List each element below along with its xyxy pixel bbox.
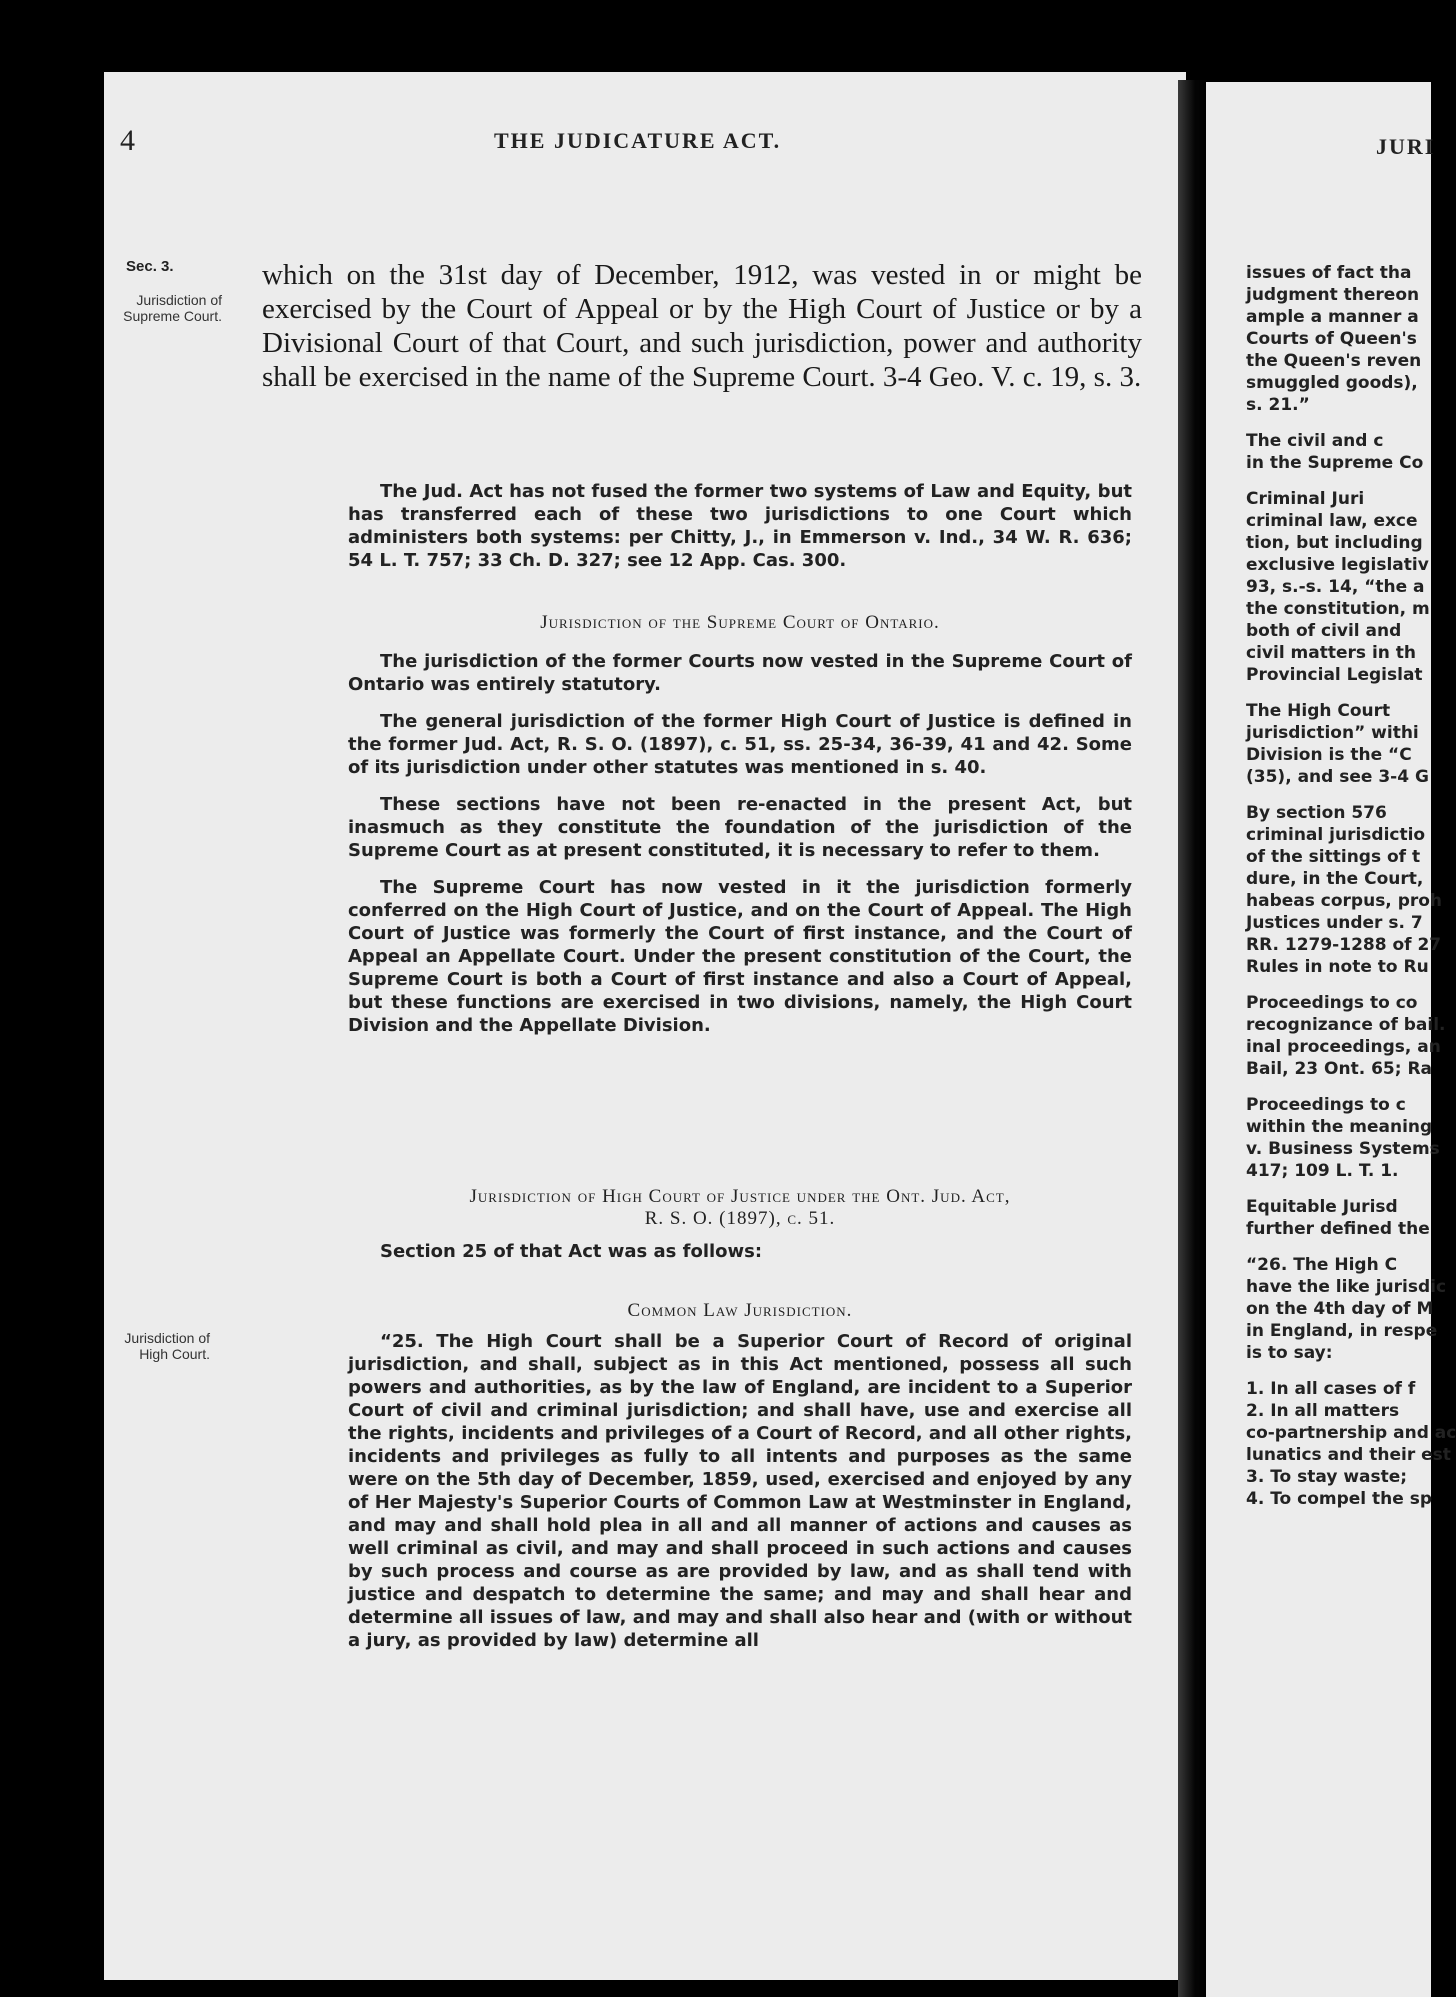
section-heading-common-law: Common Law Jurisdiction. bbox=[627, 1300, 853, 1321]
text-line: Courts of Queen's bbox=[1246, 329, 1417, 349]
text-line: jurisdiction” withi bbox=[1246, 723, 1419, 743]
text-line: civil matters in th bbox=[1246, 643, 1417, 663]
right-column-block bbox=[1246, 802, 1456, 978]
text-line: dure, in the Court, bbox=[1246, 869, 1424, 889]
text-line: 4. To compel the sp bbox=[1246, 1489, 1433, 1509]
text-line: “26. The High C bbox=[1246, 1255, 1398, 1275]
paragraph: The jurisdiction of the former Courts now vested in the Supreme Court of Ontario was entirely statutory. bbox=[348, 651, 1132, 695]
right-column-block bbox=[1246, 992, 1456, 1080]
right-column-block bbox=[1246, 1094, 1456, 1182]
note-paragraph bbox=[348, 480, 1132, 572]
statute-text: which on the 31st day of December, 1912, was vested in or might be exercised by the Court of Appeal or by the High Court of Justice or by a Divisional Court of that Court, and such jurisdiction, power and authority shall be exercised in the name of the Supreme Court. 3-4 Geo. V. c. 19, s. 3. bbox=[262, 259, 1142, 393]
text-line: Justices under s. 7 bbox=[1246, 913, 1423, 933]
text-line: is to say: bbox=[1246, 1343, 1333, 1363]
book-gutter bbox=[1178, 80, 1206, 1997]
text-line: smuggled goods), bbox=[1246, 373, 1418, 393]
text-line: have the like jurisdic bbox=[1246, 1277, 1447, 1297]
margin-note-high-court: Jurisdiction of High Court. bbox=[124, 1330, 210, 1362]
note-text: The Jud. Act has not fused the former two systems of Law and Equity, but has transferred each of these two jurisdictions to one Court which administers both systems: per Chitty, J., in Emmerson v. Ind., 34 W. R. 636; 54 L. T. 757; 33 Ch. D. 327; see 12 App. Cas. 300. bbox=[348, 481, 1132, 571]
heading-line: R. S. O. (1897), c. 51. bbox=[644, 1208, 836, 1229]
right-column-block bbox=[1246, 700, 1456, 788]
right-running-head: JURI bbox=[1376, 134, 1436, 159]
text-line: Bail, 23 Ont. 65; Ra bbox=[1246, 1059, 1433, 1079]
text-line: Proceedings to co bbox=[1246, 993, 1418, 1013]
text-line: co-partnership and ac bbox=[1246, 1423, 1456, 1443]
text-line: 417; 109 L. T. 1. bbox=[1246, 1161, 1399, 1181]
commentary-block bbox=[348, 650, 1132, 1037]
right-page-clip bbox=[1206, 82, 1456, 1997]
quoted-section-25 bbox=[348, 1330, 1132, 1652]
right-column-block bbox=[1246, 488, 1456, 686]
paragraph: These sections have not been re-enacted in the present Act, but inasmuch as they constitute the foundation of the jurisdiction of the Supreme Court as at present constituted, it is necessary to refer to them. bbox=[348, 794, 1132, 861]
text-line: (35), and see 3-4 G bbox=[1246, 767, 1429, 787]
text-line: 2. In all matters bbox=[1246, 1401, 1400, 1421]
text-line: judgment thereon bbox=[1246, 285, 1420, 305]
page-number: 4 bbox=[120, 124, 135, 157]
text-line: Provincial Legislat bbox=[1246, 665, 1423, 685]
text-line: Proceedings to c bbox=[1246, 1095, 1406, 1115]
text-line: Equitable Jurisd bbox=[1246, 1197, 1398, 1217]
running-head: THE JUDICATURE ACT. bbox=[494, 128, 782, 153]
section-heading-supreme: Jurisdiction of the Supreme Court of Ontario. bbox=[540, 612, 940, 633]
heading-line: Jurisdiction of High Court of Justice under the Ont. Jud. Act, bbox=[469, 1186, 1011, 1207]
right-column-block bbox=[1246, 430, 1456, 474]
paragraph: The general jurisdiction of the former High Court of Justice is defined in the former Jud. Act, R. S. O. (1897), c. 51, ss. 25-34, 36-39, 41 and 42. Some of its jurisdiction under other statutes was mentioned in s. 40. bbox=[348, 711, 1132, 778]
text-line: inal proceedings, an bbox=[1246, 1037, 1441, 1057]
section-heading-high-court bbox=[348, 1186, 1132, 1230]
text-line: the constitution, m bbox=[1246, 599, 1430, 619]
text-line: By section 576 bbox=[1246, 803, 1387, 823]
margin-section-label: Sec. 3. bbox=[126, 258, 174, 275]
text-line: Rules in note to Ru bbox=[1246, 957, 1429, 977]
text-line: criminal jurisdictio bbox=[1246, 825, 1426, 845]
right-column-block bbox=[1246, 262, 1456, 416]
text-line: The civil and c bbox=[1246, 431, 1384, 451]
text-line: further defined the bbox=[1246, 1219, 1430, 1239]
right-column-text bbox=[1246, 262, 1456, 1524]
text-line: both of civil and bbox=[1246, 621, 1402, 641]
text-line: Criminal Juri bbox=[1246, 489, 1365, 509]
text-line: recognizance of bail. bbox=[1246, 1015, 1446, 1035]
text-line: exclusive legislativ bbox=[1246, 555, 1429, 575]
text-line: criminal law, exce bbox=[1246, 511, 1418, 531]
text-line: of the sittings of t bbox=[1246, 847, 1421, 867]
text-line: within the meaning bbox=[1246, 1117, 1433, 1137]
paragraph: Section 25 of that Act was as follows: bbox=[380, 1241, 763, 1262]
text-line: lunatics and their est bbox=[1246, 1445, 1451, 1465]
paragraph: The Supreme Court has now vested in it the jurisdiction formerly conferred on the High Court of Justice, and on the Court of Appeal. The High Court of Justice was formerly the Court of first instance, and the Court of Appeal an Appellate Court. Under the present constitution of the Court, the Supreme Court is both a Court of first instance and also a Court of Appeal, but these functions are exercised in two divisions, namely, the High Court Division and the Appellate Division. bbox=[348, 877, 1132, 1036]
text-line: s. 21.” bbox=[1246, 395, 1310, 415]
text-line: 3. To stay waste; bbox=[1246, 1467, 1408, 1487]
right-column-block bbox=[1246, 1378, 1456, 1510]
text-line: 93, s.-s. 14, “the a bbox=[1246, 577, 1425, 597]
text-line: in the Supreme Co bbox=[1246, 453, 1424, 473]
text-line: ample a manner a bbox=[1246, 307, 1419, 327]
text-line: v. Business Systems bbox=[1246, 1139, 1440, 1159]
paragraph-intro bbox=[348, 1240, 1132, 1263]
right-column-block bbox=[1246, 1196, 1456, 1240]
text-line: The High Court bbox=[1246, 701, 1391, 721]
text-line: 1. In all cases of f bbox=[1246, 1379, 1416, 1399]
text-line: RR. 1279-1288 of 27 bbox=[1246, 935, 1442, 955]
text-line: issues of fact tha bbox=[1246, 263, 1412, 283]
margin-note-supreme-court: Jurisdiction of Supreme Court. bbox=[123, 292, 222, 324]
right-column-block bbox=[1246, 1254, 1456, 1364]
text-line: the Queen's reven bbox=[1246, 351, 1422, 371]
text-line: habeas corpus, proh bbox=[1246, 891, 1443, 911]
text-line: in England, in respe bbox=[1246, 1321, 1438, 1341]
text-line: on the 4th day of M bbox=[1246, 1299, 1434, 1319]
paragraph: “25. The High Court shall be a Superior Court of Record of original jurisdiction, and shall, subject as in this Act mentioned, possess all such powers and authorities, as by the law of England, are incident to a Superior Court of civil and criminal jurisdiction; and shall have, use and exercise all the rights, incidents and privileges of a Court of Record, and all other rights, incidents and privileges as fully to all intents and purposes as the same were on the 5th day of December, 1859, used, exercised and enjoyed by any of Her Majesty's Superior Courts of Common Law at Westminster in England, and may and shall hold plea in all and all manner of actions and causes as well criminal as civil, and may and shall proceed in such actions and causes by such process and course as are provided by law, and as shall tend with justice and despatch to determine the same; and may and shall hear and determine all issues of law, and may and shall also hear and (with or without a jury, as provided by law) determine all bbox=[348, 1331, 1132, 1651]
text-line: tion, but including bbox=[1246, 533, 1423, 553]
text-line: Division is the “C bbox=[1246, 745, 1412, 765]
